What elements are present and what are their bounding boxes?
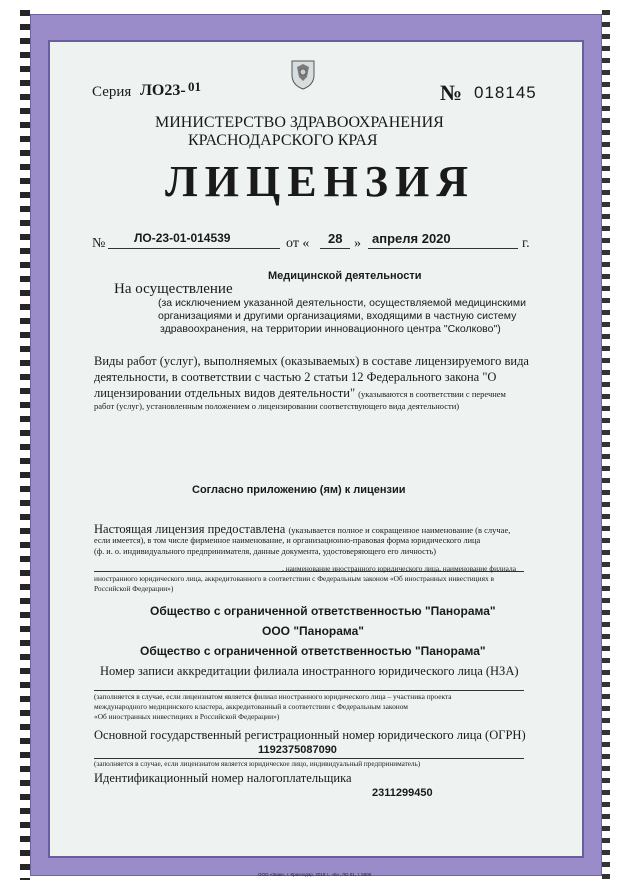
number-label: № <box>440 80 463 105</box>
series-sub: 01 <box>188 79 201 94</box>
coat-of-arms-icon <box>288 57 318 91</box>
nza-note-2: международного медицинского кластера, аккредитованный в соответствии с Федеральным законом <box>94 702 408 711</box>
activity-note-2: организациями и другими организациями, входящими в частную систему <box>158 310 517 322</box>
ministry-line1: МИНИСТЕРСТВО ЗДРАВООХРАНЕНИЯ <box>155 114 444 131</box>
company-brand-name: Общество с ограниченной ответственностью "Панорама" <box>140 644 486 658</box>
printer-imprint: ООО «Знак», г. Краснодар, 2019 г., «Б», ЛО 01, т. 5000 <box>258 872 372 877</box>
foreign-line-2: иностранного юридического лица, аккредитованного в соответствии с Федеральным законом «Об иностранных инвестициях в <box>94 574 495 583</box>
month-underline <box>368 248 518 249</box>
provided-line-2: если имеется), в том числе фирменное наименование, и организационно-правовая форма юридического лица <box>94 536 481 545</box>
license-year-suffix: г. <box>522 236 530 251</box>
works-line-3: лицензировании отдельных видов деятельности" (указываются в соответствии с перечнем <box>94 386 506 400</box>
works-line-4: работ (услуг), установленным положением о лицензировании соответствующего вида деятельности) <box>94 401 460 411</box>
provided-line-3: (ф. и. о. индивидуального предпринимателя, данные документа, удостоверяющего его личность) <box>94 547 437 556</box>
series-label: Серия <box>92 84 132 100</box>
company-full-name: Общество с ограниченной ответственностью "Панорама" <box>150 604 496 618</box>
license-month-year: апреля 2020 <box>372 231 451 246</box>
activity-label: На осуществление <box>114 281 233 297</box>
document-title: ЛИЦЕНЗИЯ <box>165 157 476 206</box>
ogrn-label: Основной государственный регистрационный номер юридического лица (ОГРН) <box>94 728 526 742</box>
inn-label: Идентификационный номер налогоплательщика <box>94 771 352 785</box>
works-line-1: Виды работ (услуг), выполняемых (оказываемых) в составе лицензируемого вида <box>94 354 529 368</box>
nza-note-3: «Об иностранных инвестициях в Российской Федерации») <box>94 712 280 721</box>
license-number-underline <box>108 248 280 249</box>
inn-value: 2311299450 <box>372 787 433 799</box>
series-value: ЛО23- <box>140 82 186 99</box>
foreign-line-1: , наименование иностранного юридического лица, наименование филиала <box>282 564 516 573</box>
activity-note-1: (за исключением указанной деятельности, осуществляемой медицинскими <box>158 297 526 309</box>
ogrn-note: (заполняется в случае, если лицензиатом является юридическое лицо, индивидуальный предприниматель) <box>94 760 421 768</box>
nza-label: Номер записи аккредитации филиала иностранного юридического лица (НЗА) <box>100 664 519 678</box>
activity-type: Медицинской деятельности <box>268 270 422 282</box>
license-no-label: № <box>92 236 106 251</box>
nza-note-1: (заполняется в случае, если лицензиатом является филиал иностранного юридического лица – участника проекта <box>94 692 452 701</box>
works-line-2: деятельности, в соответствии с частью 2 статьи 12 Федерального закона "О <box>94 370 497 384</box>
scan-noise-right <box>602 10 610 880</box>
nza-underline <box>94 690 524 691</box>
foreign-line-3: Российской Федерации») <box>94 584 174 593</box>
activity-note-3: здравоохранения, на территории инновационного центра "Сколково") <box>160 323 501 335</box>
ogrn-value: 1192375087090 <box>258 744 337 756</box>
appendix-reference: Согласно приложению (ям) к лицензии <box>192 484 406 496</box>
provided-line-1: Настоящая лицензия предоставлена (указывается полное и сокращенное наименование (в случае, <box>94 522 511 536</box>
ogrn-underline <box>94 758 524 759</box>
ministry-line2: КРАСНОДАРСКОГО КРАЯ <box>188 132 378 149</box>
license-close-quote: » <box>354 236 361 251</box>
day-underline <box>320 248 350 249</box>
form-number: 018145 <box>474 83 537 102</box>
license-day: 28 <box>328 231 343 246</box>
license-from-label: от « <box>286 236 310 251</box>
scan-noise-left <box>20 10 30 880</box>
company-short-name: ООО "Панорама" <box>262 624 364 638</box>
license-number: ЛО-23-01-014539 <box>134 231 231 245</box>
